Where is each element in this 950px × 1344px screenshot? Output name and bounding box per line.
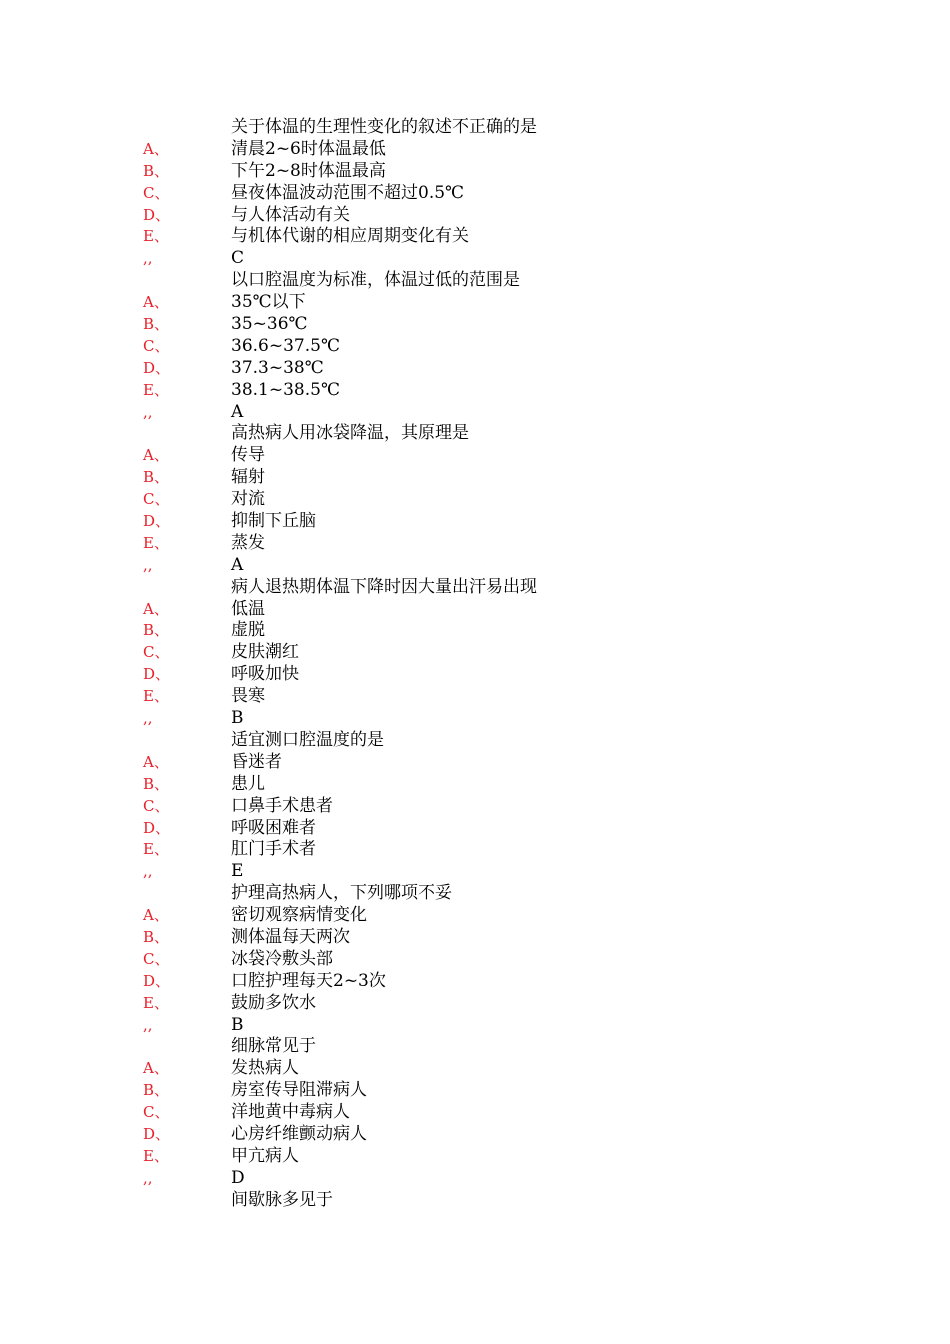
option-row bbox=[0, 796, 950, 818]
option-text: 传导 bbox=[231, 445, 265, 466]
answer-value: B bbox=[231, 708, 244, 729]
option-text: 昏迷者 bbox=[231, 751, 282, 772]
question-stem: 间歇脉多见于 bbox=[231, 1189, 333, 1210]
option-row bbox=[0, 686, 950, 708]
option-text: 与人体活动有关 bbox=[231, 204, 350, 225]
answer-row bbox=[0, 1168, 950, 1190]
option-row bbox=[0, 292, 950, 314]
option-text: 昼夜体温波动范围不超过0.5℃ bbox=[231, 182, 465, 203]
answer-value: D bbox=[231, 1167, 245, 1188]
option-text: 口鼻手术患者 bbox=[231, 795, 333, 816]
question-stem: 护理高热病人，下列哪项不妥 bbox=[231, 883, 452, 904]
option-row bbox=[0, 599, 950, 621]
option-text: 测体温每天两次 bbox=[231, 926, 350, 947]
question-stem: 高热病人用冰袋降温，其原理是 bbox=[231, 423, 469, 444]
option-row bbox=[0, 336, 950, 358]
option-label: C、 bbox=[143, 183, 170, 202]
option-text: 36.6~37.5℃ bbox=[231, 335, 340, 356]
answer-marker: ,, bbox=[143, 402, 153, 421]
option-row bbox=[0, 774, 950, 796]
option-row bbox=[0, 993, 950, 1015]
question-stem: 适宜测口腔温度的是 bbox=[231, 729, 384, 750]
option-label: D、 bbox=[143, 1124, 171, 1143]
option-label: E、 bbox=[143, 1146, 169, 1165]
option-label: A、 bbox=[143, 293, 169, 312]
option-text: 密切观察病情变化 bbox=[231, 905, 367, 926]
answer-marker: ,, bbox=[143, 862, 153, 881]
document-body bbox=[0, 117, 950, 1212]
option-text: 心房纤维颤动病人 bbox=[231, 1123, 367, 1144]
option-row bbox=[0, 1102, 950, 1124]
option-text: 发热病人 bbox=[231, 1058, 299, 1079]
answer-value: B bbox=[231, 1014, 244, 1035]
option-text: 肛门手术者 bbox=[231, 839, 316, 860]
option-label: D、 bbox=[143, 971, 171, 990]
option-text: 低温 bbox=[231, 598, 265, 619]
option-label: D、 bbox=[143, 665, 171, 684]
question-stem-row bbox=[0, 117, 950, 139]
question-stem-row bbox=[0, 1036, 950, 1058]
option-label: D、 bbox=[143, 205, 171, 224]
option-label: C、 bbox=[143, 643, 170, 662]
answer-value: A bbox=[231, 554, 244, 575]
option-text: 对流 bbox=[231, 489, 265, 510]
option-text: 虚脱 bbox=[231, 620, 265, 641]
option-row bbox=[0, 161, 950, 183]
option-label: E、 bbox=[143, 840, 169, 859]
answer-marker: ,, bbox=[143, 555, 153, 574]
question-stem: 病人退热期体温下降时因大量出汗易出现 bbox=[231, 576, 537, 597]
option-label: C、 bbox=[143, 949, 170, 968]
option-row bbox=[0, 620, 950, 642]
option-text: 鼓励多饮水 bbox=[231, 992, 316, 1013]
option-label: B、 bbox=[143, 621, 170, 640]
option-row bbox=[0, 489, 950, 511]
question-stem: 以口腔温度为标准，体温过低的范围是 bbox=[231, 270, 520, 291]
option-label: E、 bbox=[143, 533, 169, 552]
option-text: 37.3~38℃ bbox=[231, 357, 324, 378]
answer-marker: ,, bbox=[143, 709, 153, 728]
option-text: 蒸发 bbox=[231, 532, 265, 553]
option-row bbox=[0, 467, 950, 489]
option-label: B、 bbox=[143, 927, 170, 946]
option-text: 口腔护理每天2~3次 bbox=[231, 970, 386, 991]
answer-row bbox=[0, 248, 950, 270]
answer-value: A bbox=[231, 401, 244, 422]
option-row bbox=[0, 1146, 950, 1168]
question-stem-row bbox=[0, 730, 950, 752]
option-label: B、 bbox=[143, 1081, 170, 1100]
option-text: 呼吸困难者 bbox=[231, 817, 316, 838]
option-label: A、 bbox=[143, 139, 169, 158]
option-row bbox=[0, 642, 950, 664]
option-label: C、 bbox=[143, 336, 170, 355]
answer-marker: ,, bbox=[143, 1015, 153, 1034]
option-label: B、 bbox=[143, 774, 170, 793]
option-label: B、 bbox=[143, 468, 170, 487]
option-row bbox=[0, 314, 950, 336]
option-text: 呼吸加快 bbox=[231, 664, 299, 685]
option-text: 冰袋冷敷头部 bbox=[231, 948, 333, 969]
option-row bbox=[0, 380, 950, 402]
option-text: 洋地黄中毒病人 bbox=[231, 1102, 350, 1123]
option-row bbox=[0, 1058, 950, 1080]
option-label: C、 bbox=[143, 796, 170, 815]
option-text: 38.1~38.5℃ bbox=[231, 379, 340, 400]
option-text: 35℃以下 bbox=[231, 292, 306, 313]
option-label: D、 bbox=[143, 358, 171, 377]
option-text: 35~36℃ bbox=[231, 314, 308, 335]
question-stem-row bbox=[0, 1190, 950, 1212]
option-row bbox=[0, 664, 950, 686]
option-row bbox=[0, 445, 950, 467]
option-row bbox=[0, 949, 950, 971]
option-text: 与机体代谢的相应周期变化有关 bbox=[231, 226, 469, 247]
option-row bbox=[0, 1124, 950, 1146]
option-row bbox=[0, 226, 950, 248]
option-row bbox=[0, 905, 950, 927]
option-text: 患儿 bbox=[231, 773, 265, 794]
option-label: B、 bbox=[143, 315, 170, 334]
option-row bbox=[0, 358, 950, 380]
option-text: 甲亢病人 bbox=[231, 1145, 299, 1166]
option-label: A、 bbox=[143, 1059, 169, 1078]
option-label: A、 bbox=[143, 599, 169, 618]
option-row bbox=[0, 971, 950, 993]
option-text: 清晨2~6时体温最低 bbox=[231, 138, 386, 159]
option-row bbox=[0, 183, 950, 205]
option-label: C、 bbox=[143, 490, 170, 509]
answer-row bbox=[0, 555, 950, 577]
answer-marker: ,, bbox=[143, 249, 153, 268]
option-label: A、 bbox=[143, 446, 169, 465]
answer-row bbox=[0, 708, 950, 730]
option-row bbox=[0, 927, 950, 949]
option-label: E、 bbox=[143, 687, 169, 706]
answer-marker: ,, bbox=[143, 1168, 153, 1187]
option-row bbox=[0, 511, 950, 533]
option-row bbox=[0, 139, 950, 161]
option-label: B、 bbox=[143, 161, 170, 180]
option-text: 下午2~8时体温最高 bbox=[231, 160, 386, 181]
option-row bbox=[0, 1080, 950, 1102]
option-row bbox=[0, 818, 950, 840]
option-text: 辐射 bbox=[231, 467, 265, 488]
answer-value: C bbox=[231, 248, 245, 269]
question-stem-row bbox=[0, 270, 950, 292]
answer-row bbox=[0, 402, 950, 424]
answer-value: E bbox=[231, 861, 244, 882]
option-text: 抑制下丘脑 bbox=[231, 511, 316, 532]
option-label: E、 bbox=[143, 993, 169, 1012]
option-label: A、 bbox=[143, 752, 169, 771]
option-label: E、 bbox=[143, 227, 169, 246]
question-stem: 关于体温的生理性变化的叙述不正确的是 bbox=[231, 117, 537, 137]
option-row bbox=[0, 533, 950, 555]
answer-row bbox=[0, 1015, 950, 1037]
question-stem: 细脉常见于 bbox=[231, 1036, 316, 1057]
option-row bbox=[0, 839, 950, 861]
option-label: E、 bbox=[143, 380, 169, 399]
question-stem-row bbox=[0, 883, 950, 905]
option-label: A、 bbox=[143, 906, 169, 925]
option-label: D、 bbox=[143, 818, 171, 837]
option-row bbox=[0, 205, 950, 227]
option-text: 房室传导阻滞病人 bbox=[231, 1080, 367, 1101]
option-label: D、 bbox=[143, 512, 171, 531]
answer-row bbox=[0, 861, 950, 883]
question-stem-row bbox=[0, 423, 950, 445]
option-row bbox=[0, 752, 950, 774]
option-label: C、 bbox=[143, 1103, 170, 1122]
option-text: 畏寒 bbox=[231, 686, 265, 707]
question-stem-row bbox=[0, 577, 950, 599]
option-text: 皮肤潮红 bbox=[231, 642, 299, 663]
